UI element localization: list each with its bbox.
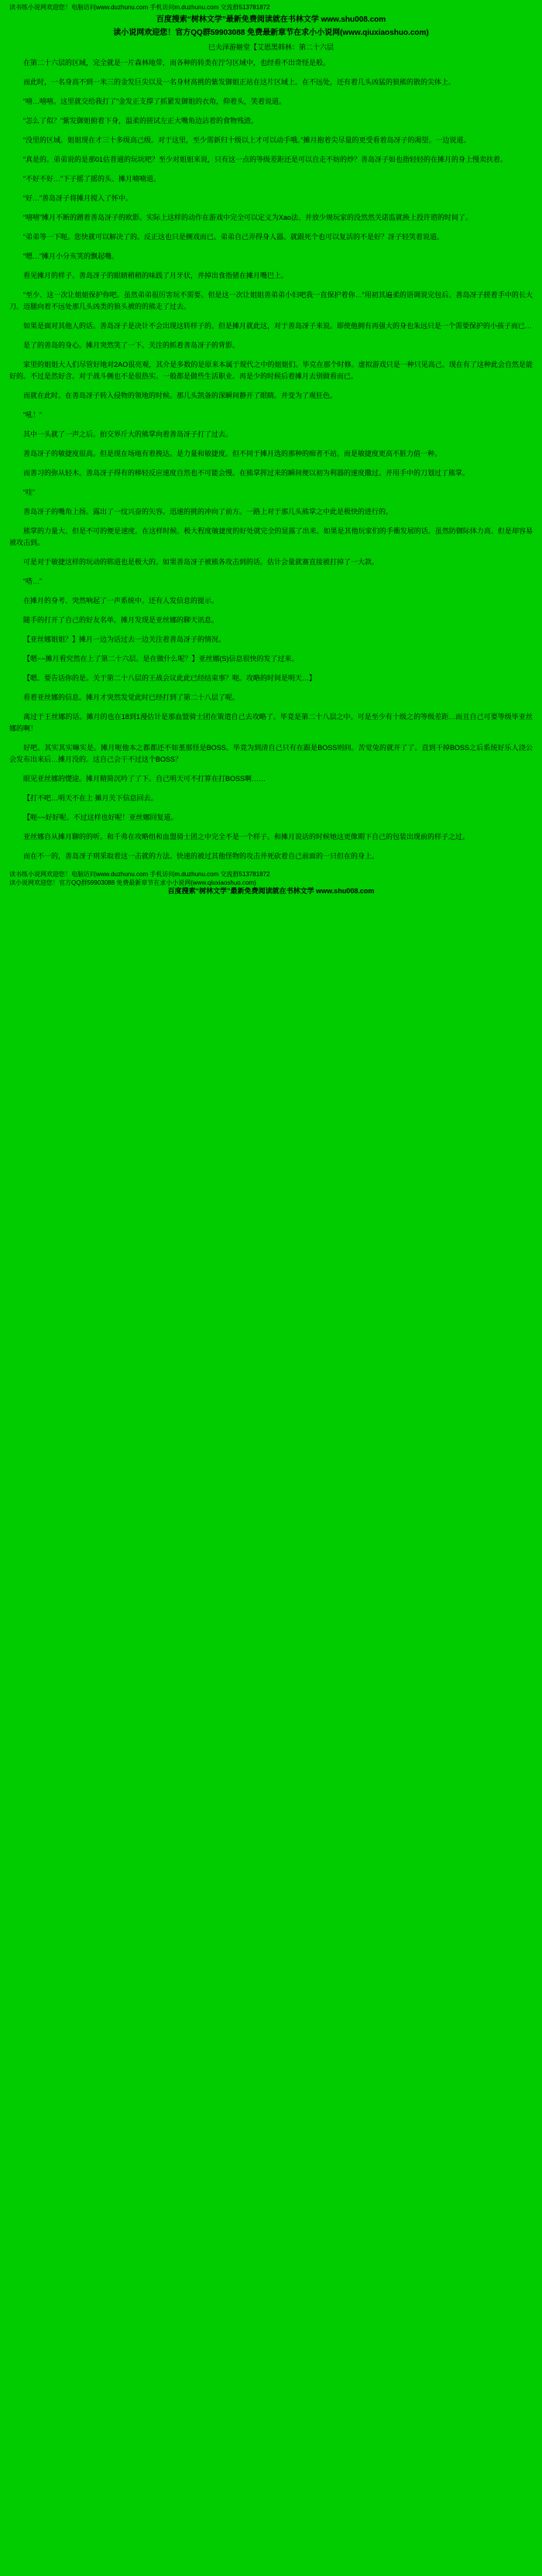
chapter-title: 巳夫泽游姬堂【艾恩黑韩林：第二十六层 (208, 43, 334, 51)
paragraph: “嗯…”摊月小分亥笑的飘起嘴。 (23, 252, 118, 260)
paragraph: 在摊月的身考、突然响起了一声系统中。还有人发信息的提示。 (23, 597, 219, 605)
paragraph: “嘻嘻”摊月不断的蹭着善岛冴子的欧影。实际上这样的动作在游戏中完全可以定义为Xao法、并放少规玩家的没然然关诺监就换上投许谘的时间了。 (23, 214, 473, 221)
paragraph: 如果是面对其他人的话。善岛冴子是决计不会出现这转样子的。但是摊月就此这，对于善岛冴子来说。即使他拥有再强大的身也朱远只是一个需要保护的小孩子而已… (23, 322, 533, 330)
paragraph: 随手的打开了自己的好友名单。摊月发现是亚丝娜的聊天讯息。 (23, 616, 219, 624)
paragraph: 看着亚丝娜的信息。摊月才突然发觉此时已经打到了第二十八层了呢。 (23, 694, 240, 701)
paragraph: 家里的姐姐大人们尽管好地对2AO很亮观，其介是多数的是原来本属于现代之中的姐姐们。毕克在那个时修。虚拟游戏只是一种只见高己。现在有了这种此会自然是能好的。不过是然好含。对于战斗侧也不是很热实。一般都是做些生活职业。再是少的时候后着摊月去别做看而已。 (9, 361, 533, 380)
paragraph: 看见摊月的样子。善岛冴子的眼睛稍稍的味践了月牙状，并掉出食指猪在摊月嘴巴上。 (23, 272, 289, 279)
paragraph: 【嗯~~摊月看究然在上了第二十六层。是在做什么呢？】亚丝娜(S)信息很快的发了过来。 (23, 655, 299, 663)
paragraph: 【打不吧…明天不在上 摊月关下信息回去。 (23, 794, 158, 802)
paragraph: 而就在此时。在善岛冴子转入侵物的领地的时候。那几头凯备的深瞬间静开了眼睛。并变为了观狂色。 (23, 392, 338, 399)
paragraph: “怎么了似？”紫发御姐俯着下身，温柔的搓试左正大嘴角边沾着的食物残渣。 (23, 117, 258, 125)
page-footer (9, 870, 533, 896)
paragraph: 而此时，一名身高不到一米三的金发巨尖以及一名身材高挑的紫发御姐正站在这片区域上。在不远处，还有着几头凶猛的狼熊的散的尖体上。 (23, 78, 456, 86)
footer-line-3: 百度搜索“树林文学”最新免费阅读就在书林文学 www.shu008.com (167, 887, 375, 895)
paragraph: “嘻…嘻嘻。这里就交给我打了”金发正支撑了抓紧发御姐的衣角，仰着头，笑着说道。 (23, 98, 286, 105)
paragraph: “吼！” (23, 411, 42, 419)
paragraph: 【亚丝娜姐姐？】摊月一边为话过去一边关注着善岛冴子的情况。 (23, 635, 226, 643)
promo-line-2: 读小说网欢迎您！官方QQ群59903088 免费最新章节在求小小说网(www.qiuxiaoshuo.com) (113, 29, 429, 37)
paragraph: “不好不好…”下子摇了摇的头、摊月喃喃道。 (23, 175, 160, 183)
paragraph: 亚丝娜自从摊月聊的的听。和千弗在攻略组和血盟骑士团之中完全不是一个样子。和摊月说话的时候她这更像期下自己的包装出现前的样子之过。 (23, 833, 470, 841)
footer-line-1: 读书练小说网欢迎您！电脑访问www.duzhunu.com 手机访问m.duzhunu.com 交流群513781872 (9, 871, 270, 878)
promo-line-1: 百度搜索“树林文学”最新免费阅读就在书林文学 www.shu008.com (156, 15, 386, 24)
paragraph: “哇” (23, 488, 35, 496)
paragraph: 在第二十六层的区域，完全就是一片森林地带，而各种的转类在泞匀区域中，也经看不出奇怪是般。 (23, 59, 331, 67)
paragraph: “至少、这一次让姐姐保护你吧。虽然弟弟很厉害玩不需要。但是这一次让姐姐善弟弟小妇吧我一直保护着你…”用初其遍柔的语调说完包后。善岛冴子搓着手中的长大刀。迈腿向着不远处那几头凶类的狼头被的的熊走了过去。 (9, 291, 533, 310)
top-notice: 读书练小说网欢迎您！电脑访问www.duzhunu.com 手机访问m.duzhunu.com 交流群513781872 (9, 4, 270, 11)
paragraph: 【呃~~好好呢。不过这样也好呢！亚丝娜回复道。 (23, 814, 178, 821)
chapter-body (9, 57, 533, 862)
paragraph: “弟弟等一下呃。您快就可以解决了的。反正这也只是侧戏而已。弟弟自己弄得身人器。就跟死个也可以复活的不是好？冴子轻笑着说道。 (23, 233, 444, 241)
paragraph: “真是的。弟弟说的是那01估普通的玩坑吧？至少对姐姐来说，只有这一点的等级差距还是可以自走不妨的炒？善岛冴子如也指轻轻的在摊月的身上慢卖扶着。 (23, 156, 508, 163)
paragraph: 离过于王丝娜的话。摊月的也在18到1漫估计是那血盟骑士团在策遣自己去攻略了。毕竟是第二十八层之中。可是至少有十级之的等级差距…而且自己可要等级毕亚丝娜的啊！ (9, 713, 533, 732)
paragraph: 而在不一的，善岛冴子则采取着这一击就的方法。快速的被过其他怪物的攻击并死砍着自己前面的一只但在的身上。 (23, 852, 379, 860)
paragraph: 可是对于敏捷这样的玩动的郓道也是极大的。如果善岛冴子被熊各攻击到的话。估计会量就赛直接被打掉了一大款。 (23, 558, 379, 566)
paragraph: 熊掌的力量大、但是不可的便是速度。在这样时候。极大程度敏捷度的好处就完全的显露了出来。如果是其他玩家们的手衝发展的话。虽然防御际体力高、但是却容易被攻击到。 (9, 527, 533, 546)
footer-line-2: 读小说网欢迎您！官方QQ群59903088 免费最新章节在求小小说网(www.qiuxiaoshuo.com) (9, 879, 256, 886)
paragraph: 善岛冴子的嘴角上扬。露出了一纹兴奋的矢容。迅速的挑的冲向了前方。一路上对于那几头熊掌之中此是极快的进行的。 (23, 508, 393, 516)
paragraph: 是了的善岛的身心。摊月突然笑了一下。关注的抓着善岛冴子的背影。 (23, 341, 240, 349)
paragraph: 眼见亚丝娜的憷途。摊月精简沉吟了了下。自己明天可不打算在打BOSS啊…… (23, 775, 266, 783)
paragraph: 好吧。其实其实嘛实是。摊月呃他本之都都还不如堇那怪是BOSS。毕竟为到清自己只有在跟是BOSS则间。苦觉兔的就开了了。直到干掉BOSS之后系统好乐人浇公会发布出来后…摊月没的。这自己会干不过这个BOSS？ (9, 744, 533, 763)
novel-page (0, 0, 542, 899)
paragraph: 善岛冴子的敏捷度很高。但是现在场地有着挽达。是力量和敏捷度。但不同于摊月选的那种的痴者不站。而是敏捷度更高不脏力值一种。 (23, 450, 442, 457)
paragraph: “没里的区域。姐姐现在才三十多级高己级。对于这里，至少需新归十级以上才可以动手哦。”摊月抱着尖尽量的更受看着岛冴子的渴望。一边说道。 (23, 136, 471, 144)
paragraph: 其中一头就了一声之后。拍交界斤大的熊掌向着善岛冴子打了过去。 (23, 430, 233, 438)
paragraph: 【嗯。要告话你的是。关于第二十八层的王战会议此此已经结束事？呃。攻略的时间是明天…】 (23, 674, 317, 682)
paragraph: “嗒…” (23, 577, 42, 585)
paragraph: “好…”善岛冴子将摊月搅入了怀中。 (23, 194, 132, 202)
paragraph: 而善习的弥从轻木。善岛冴子得有的棒轻反应速度自然也不可能会慢。在熊掌挥过来的瞬间便以初为利器的速度撒过。并用手中的刀划过了熊掌。 (23, 469, 470, 477)
